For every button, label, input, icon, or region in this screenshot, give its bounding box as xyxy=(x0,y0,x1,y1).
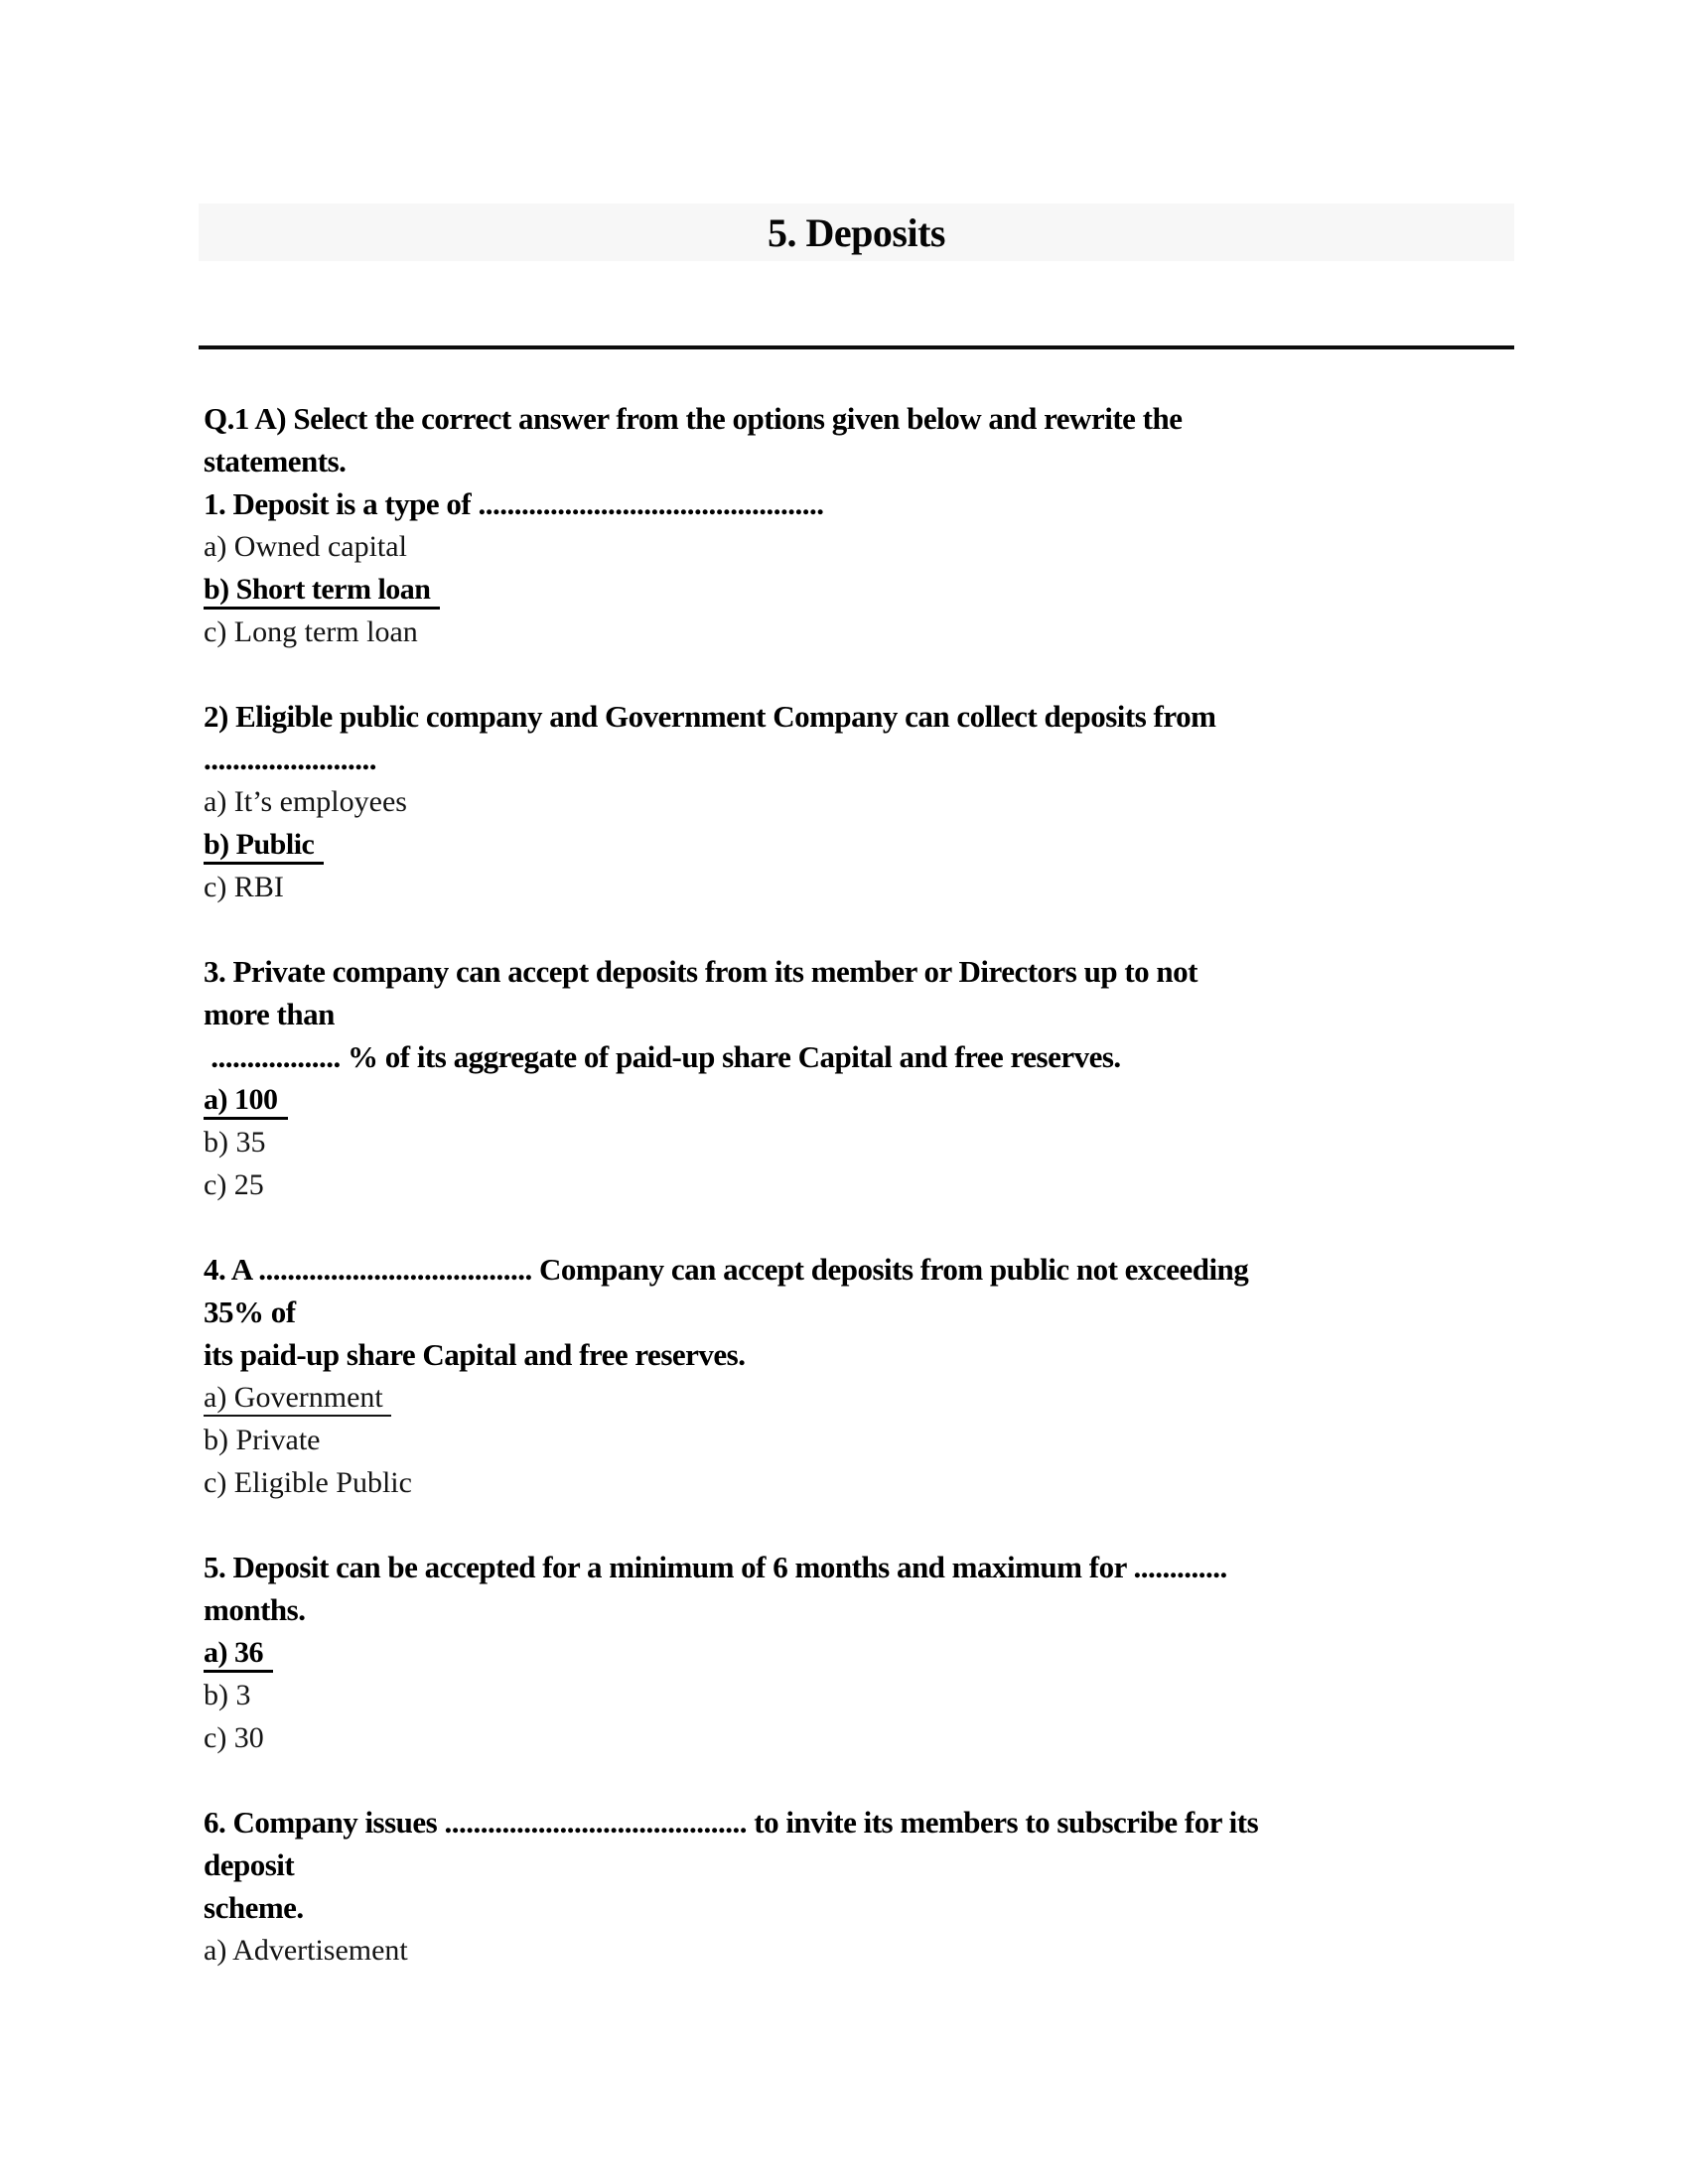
question-3-answer-a: a) 100 xyxy=(204,1078,1514,1121)
content xyxy=(199,397,1514,1972)
question-4-line-3: its paid-up share Capital and free reserves. xyxy=(204,1337,746,1372)
question-1-answer-b: b) Short term loan xyxy=(204,568,1514,611)
divider-rule xyxy=(199,345,1514,349)
question-6-option-a: a) Advertisement xyxy=(204,1934,408,1967)
question-3-line-1: 3. Private company can accept deposits from its member or Directors up to not xyxy=(204,954,1197,989)
question-3 xyxy=(204,950,1514,1206)
question-3-line-3: .................. % of its aggregate of paid-up share Capital and free reserves. xyxy=(204,1039,1121,1074)
question-3-option-c: c) 25 xyxy=(204,1168,264,1201)
question-1-line-1: 1. Deposit is a type of ................................................ xyxy=(204,486,824,521)
question-5-option-b: b) 3 xyxy=(204,1679,251,1711)
question-2-option-c: c) RBI xyxy=(204,871,284,903)
question-4 xyxy=(204,1248,1514,1504)
document-body xyxy=(199,204,1514,1972)
question-1-option-a: a) Owned capital xyxy=(204,530,407,563)
question-1-option-c: c) Long term loan xyxy=(204,615,418,648)
question-4-option-b: b) Private xyxy=(204,1424,321,1456)
page-title: 5. Deposits xyxy=(768,209,945,255)
section-header-line-2: statements. xyxy=(204,444,347,478)
title-band xyxy=(199,204,1514,261)
question-6 xyxy=(204,1801,1514,1972)
question-2-line-2: ........................ xyxy=(204,742,376,776)
question-4-line-1: 4. A ...................................... Company can accept deposits from public not exceeding xyxy=(204,1252,1249,1287)
question-5-answer-a: a) 36 xyxy=(204,1631,1514,1674)
question-6-line-3: scheme. xyxy=(204,1890,304,1925)
question-6-line-1: 6. Company issues .......................................... to invite its members to subscribe for its xyxy=(204,1805,1259,1840)
question-5-line-1: 5. Deposit can be accepted for a minimum of 6 months and maximum for ............. xyxy=(204,1550,1227,1584)
section-header xyxy=(204,397,1514,653)
question-5-option-c: c) 30 xyxy=(204,1721,264,1754)
question-2-line-1: 2) Eligible public company and Government Company can collect deposits from xyxy=(204,699,1216,734)
question-5-line-2: months. xyxy=(204,1592,306,1627)
question-6-line-2: deposit xyxy=(204,1847,295,1882)
question-5 xyxy=(204,1546,1514,1759)
question-2-option-a: a) It’s employees xyxy=(204,785,407,818)
question-2 xyxy=(204,695,1514,908)
question-2-answer-b: b) Public xyxy=(204,823,1514,866)
question-4-line-2: 35% of xyxy=(204,1295,296,1329)
question-4-option-c: c) Eligible Public xyxy=(204,1466,412,1499)
question-3-option-b: b) 35 xyxy=(204,1126,266,1159)
question-3-line-2: more than xyxy=(204,997,335,1031)
question-4-answer-a: a) Government xyxy=(204,1376,1514,1419)
section-header-line-1: Q.1 A) Select the correct answer from the options given below and rewrite the xyxy=(204,401,1183,436)
